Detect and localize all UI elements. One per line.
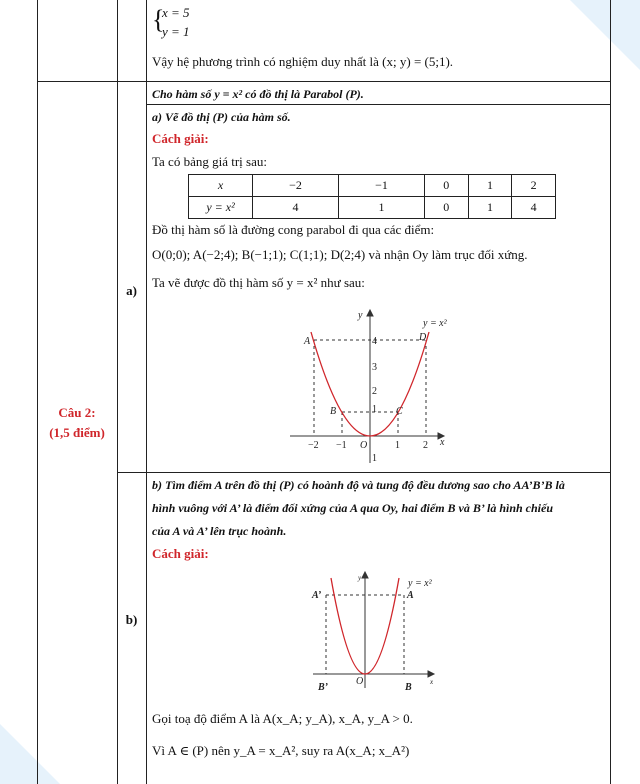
tick-label: 2: [372, 386, 377, 397]
point-b-label: B: [330, 406, 337, 417]
problem-intro: Cho hàm số y = x² có đồ thị là Parabol (P).: [152, 87, 364, 101]
y-axis-arrow: [367, 310, 373, 316]
tick-label: 1: [372, 404, 377, 415]
table-cell: 4: [253, 197, 339, 219]
table-row: [189, 197, 556, 219]
table-cell: 2: [512, 175, 556, 197]
tick-label: 4: [372, 336, 377, 347]
table-cell: 0: [424, 175, 468, 197]
question-label: [37, 403, 117, 443]
graph-description: Đồ thị hàm số là đường cong parabol đi qua các điểm:: [152, 222, 435, 237]
point-a-label: A: [407, 590, 414, 601]
table-intro: Ta có bảng giá trị sau:: [152, 154, 267, 169]
origin-label: O: [360, 440, 368, 451]
question-number: Câu 2:: [58, 405, 96, 420]
parabola-graph-b: [308, 570, 448, 700]
point-b-prime-label: B’: [318, 682, 328, 693]
table-divider-1: [117, 0, 118, 784]
x-axis-label: x: [440, 437, 445, 448]
table-row: [189, 175, 556, 197]
row-border: [146, 104, 611, 105]
table-border-left: [37, 0, 38, 784]
table-cell: 1: [468, 175, 512, 197]
tick-label: 3: [372, 362, 377, 373]
part-b-task-line3: của A và A’ lên trục hoành.: [152, 524, 287, 538]
system-eq1: x = 5: [162, 5, 190, 20]
curve-label: y = x²: [423, 318, 447, 329]
parabola-graph-a: [290, 308, 460, 468]
table-cell: 0: [424, 197, 468, 219]
part-a-task: a) Vẽ đồ thị (P) của hàm số.: [152, 110, 291, 124]
question-points: (1,5 điểm): [49, 425, 105, 440]
y-axis-arrow: [362, 572, 368, 578]
tick-label: −2: [308, 440, 319, 451]
tick-label: 2: [423, 440, 428, 451]
part-b-label: b): [125, 612, 138, 627]
tick-label: 1: [395, 440, 400, 451]
part-a-label: a): [126, 283, 137, 298]
system-brace: {: [152, 5, 165, 34]
point-a-label: A: [304, 336, 311, 347]
tick-label: −1: [336, 440, 347, 451]
part-b-solution-label: Cách giải:: [152, 546, 209, 561]
value-table: [188, 174, 556, 219]
part-b-task-line1: b) Tìm điểm A trên đồ thị (P) có hoành độ và tung độ đều dương sao cho AA’B’B là: [152, 478, 565, 492]
row-border: [37, 81, 611, 82]
point-c-label: C: [396, 406, 403, 417]
part-b-task-line2: hình vuông với A’ là điểm đối xứng của A qua Oy, hai điểm B và B’ là hình chiếu: [152, 501, 554, 515]
table-cell: 4: [512, 197, 556, 219]
part-b-line2: Vì A ∈ (P) nên y_A = x_A², suy ra A(x_A; x_A²): [152, 743, 410, 758]
table-divider-2: [146, 0, 147, 784]
conclusion-text: Vậy hệ phương trình có nghiệm duy nhất là (x; y) = (5;1).: [152, 54, 454, 69]
point-a-prime-label: A’: [312, 590, 322, 601]
point-d-label: D: [419, 332, 427, 343]
table-cell: 1: [468, 197, 512, 219]
point-b-label: B: [405, 682, 412, 693]
x-axis-label: x: [430, 678, 434, 686]
y-axis-label: y: [358, 310, 363, 321]
table-border-right: [610, 0, 611, 784]
part-b-line1: Gọi toạ độ điểm A là A(x_A; y_A), x_A, y_A > 0.: [152, 711, 413, 726]
draw-text: Ta vẽ được đồ thị hàm số y = x² như sau:: [152, 275, 365, 290]
points-list: O(0;0); A(−2;4); B(−1;1); C(1;1); D(2;4) và nhận Oy làm trục đối xứng.: [152, 247, 528, 262]
part-a-solution-label: Cách giải:: [152, 131, 209, 146]
x-axis-arrow: [428, 671, 434, 677]
table-cell: x: [189, 175, 253, 197]
y-axis-label: y: [358, 574, 362, 582]
system-eq2: y = 1: [162, 24, 190, 39]
table-cell: −2: [253, 175, 339, 197]
tick-label: 1: [372, 453, 377, 464]
row-border: [117, 472, 611, 473]
table-cell: y = x²: [189, 197, 253, 219]
table-cell: 1: [338, 197, 424, 219]
origin-label: O: [356, 676, 364, 687]
curve-label: y = x²: [408, 578, 432, 589]
table-cell: −1: [338, 175, 424, 197]
